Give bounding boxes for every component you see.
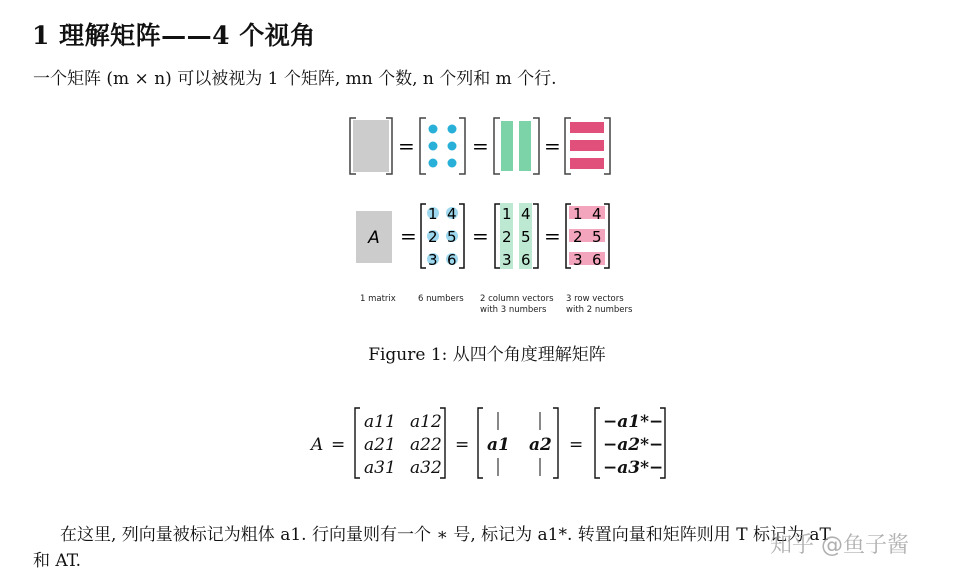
row-bar [570,140,604,151]
label-row-vectors-1: 3 row vectors [566,294,624,304]
gray-fill [353,120,389,172]
label-col-vectors-2: with 3 numbers [480,305,547,315]
matrix-equation [0,400,974,490]
dot [448,142,457,151]
equals-sign: = [398,134,415,158]
equals-sign: = [472,134,489,158]
entry: 6 [521,251,531,269]
entry: 6 [592,251,602,269]
dot [429,125,438,134]
label-row-vectors-2: with 2 numbers [566,305,633,315]
paragraph-line-2: 和 AT. [33,551,81,571]
row-visual-blocks [350,118,610,174]
entry: 3 [502,251,512,269]
paragraph-line-1: 在这里, 列向量被标记为粗体 a1. 行向量则有一个 ∗ 号, 标记为 a1*. 转置向量和矩阵则用 T 标记为 aT [60,525,831,545]
column-bars-block [494,118,539,174]
equals-sign: = [472,224,489,248]
row-a3: −a3*− [603,458,664,478]
entry: 4 [447,205,457,223]
entry: 5 [521,228,531,246]
matrix-a-symbol: A [368,228,380,248]
entry: 1 [502,205,512,223]
zhihu-watermark: 知乎 @鱼子酱 [770,533,909,558]
row-bar [570,158,604,169]
row-bars-block [565,118,610,174]
equals-sign: = [331,435,346,455]
equals-sign: = [569,435,584,455]
equals-sign: = [544,224,561,248]
dot [448,125,457,134]
columns-matrix [495,203,538,269]
equals-sign: = [455,435,470,455]
gray-matrix-block [350,118,392,174]
label-six-numbers: 6 numbers [418,294,464,304]
rows-matrix [566,204,609,269]
equals-sign: = [544,134,561,158]
entry-a21: a21 [364,435,396,455]
label-col-vectors-1: 2 column vectors [480,294,554,304]
entry: 1 [428,205,438,223]
entry-a11: a11 [364,412,396,432]
numbers-matrix [421,204,464,269]
column-a1: a1 [487,435,510,455]
section-heading: 1 理解矩阵——4 个视角 [32,21,316,50]
row-a2: −a2*− [603,435,664,455]
entry: 3 [428,251,438,269]
entry: 2 [428,228,438,246]
entry-a12: a12 [410,412,442,432]
dot [429,159,438,168]
entry: 3 [573,251,583,269]
entry: 2 [573,228,583,246]
entry-a32: a32 [410,458,442,478]
eq-lhs: A [311,435,324,455]
entry: 6 [447,251,457,269]
intro-sentence: 一个矩阵 (m × n) 可以被视为 1 个矩阵, mn 个数, n 个列和 m 个行. [33,69,557,89]
dot [448,159,457,168]
row-a1: −a1*− [603,412,664,432]
row-bar [570,122,604,133]
entry: 5 [447,228,457,246]
row-numeric-forms [356,203,609,269]
figure-caption: Figure 1: 从四个角度理解矩阵 [368,345,606,365]
entry: 5 [592,228,602,246]
column-a2: a2 [529,435,552,455]
column-bar [519,121,531,171]
dots-block [420,118,465,174]
dot [429,142,438,151]
entry: 2 [502,228,512,246]
entry-a31: a31 [364,458,396,478]
entry: 1 [573,205,583,223]
entry-a22: a22 [410,435,442,455]
entry: 4 [521,205,531,223]
equals-sign: = [400,224,417,248]
column-bar [501,121,513,171]
label-one-matrix: 1 matrix [360,294,396,304]
entry: 4 [592,205,602,223]
